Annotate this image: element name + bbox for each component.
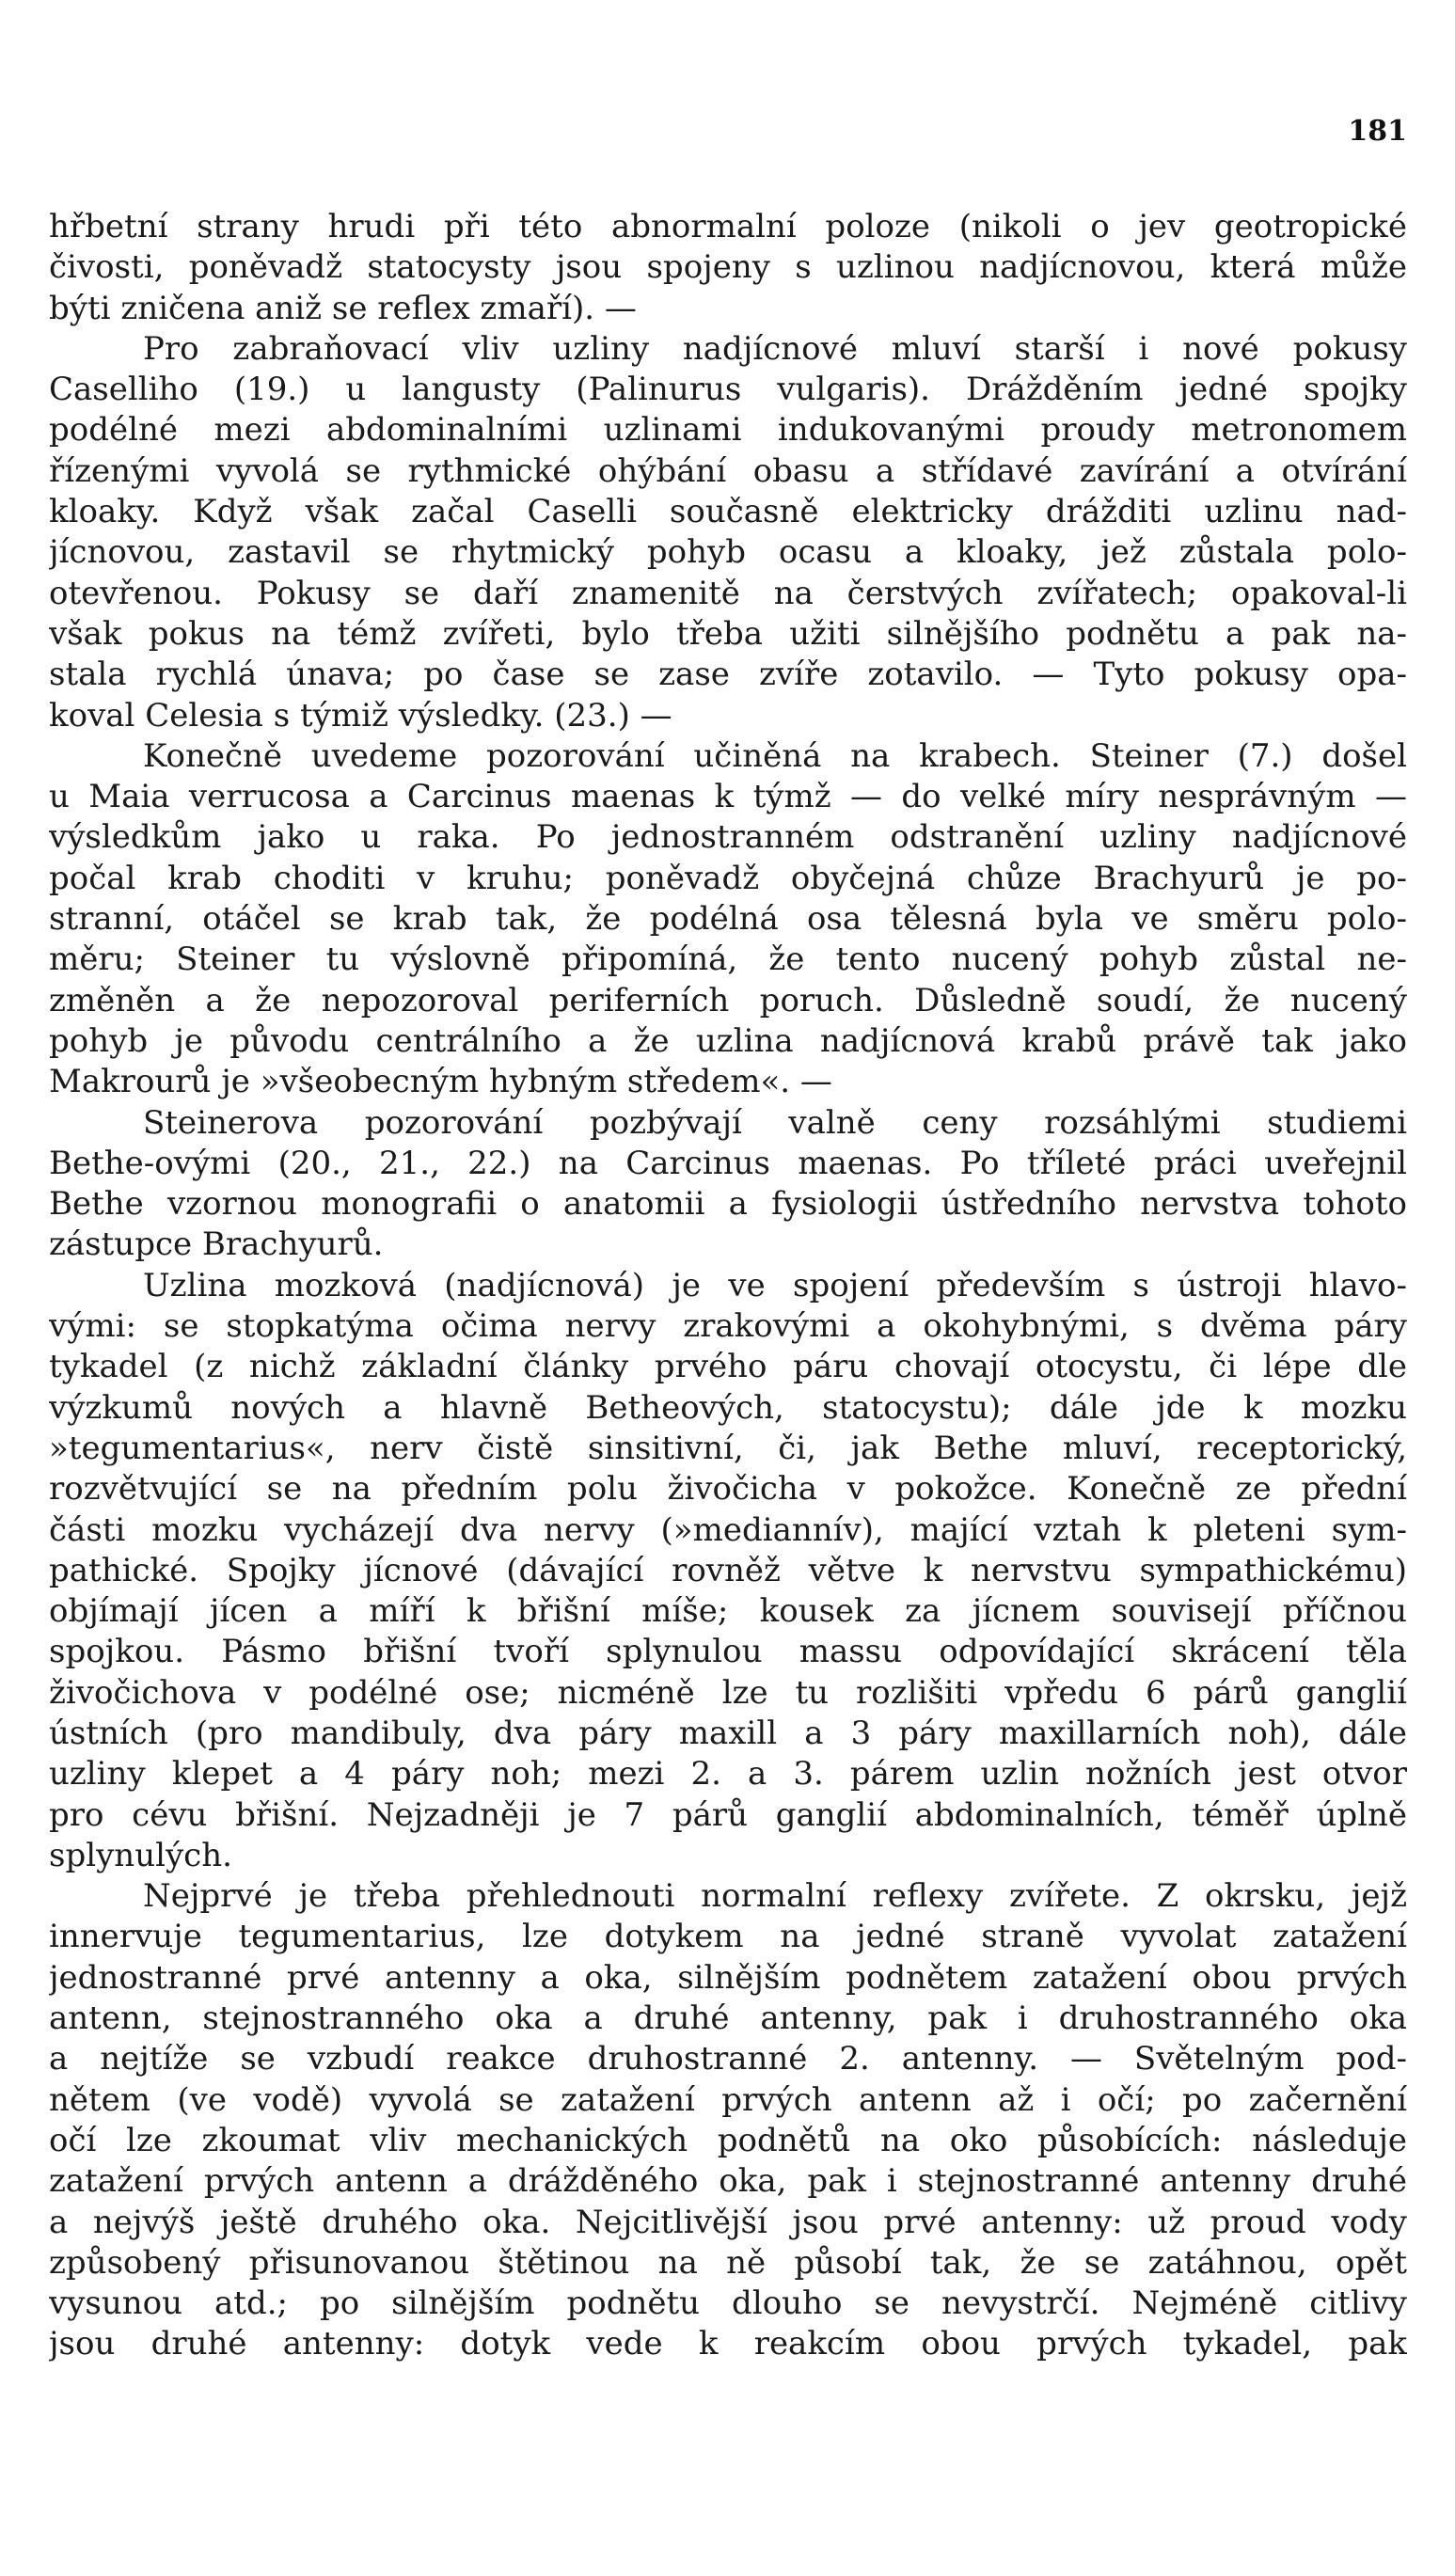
text-line: uzliny klepet a 4 páry noh; mezi 2. a 3. párem uzlin nožních jest otvor (49, 1755, 1407, 1794)
text-line: spojkou. Pásmo břišní tvoří splynulou massu odpovídající skrácení těla (49, 1633, 1407, 1671)
text-line: býti zničena aniž se reflex zmaří). — (49, 289, 637, 327)
text-line: otevřenou. Pokusy se daří znamenitě na čerstvých zvířatech; opakoval-li (49, 574, 1407, 612)
text-line: čivosti, poněvadž statocysty jsou spojeny s uzlinou nadjícnovou, která může (49, 248, 1407, 287)
text-line: Steinerova pozorování pozbývají valně ceny rozsáhlými studiemi (143, 1103, 1407, 1142)
text-line: koval Celesia s týmiž výsledky. (23.) — (49, 696, 672, 735)
text-line: způsobený přisunovanou štětinou na ně působí tak, že se zatáhnou, opět (49, 2243, 1407, 2282)
text-line: Uzlina mozková (nadjícnová) je ve spojení především s ústroji hlavo- (143, 1266, 1407, 1304)
text-line: části mozku vycházejí dva nervy (»mediannív), mající vztah k pleteni sym- (49, 1510, 1407, 1549)
page-number: 181 (1348, 115, 1407, 148)
text-line: měru; Steiner tu výslovně připomíná, že tento nucený pohyb zůstal ne- (49, 940, 1407, 979)
text-line: vysunou atd.; po silnějším podnětu dlouho se nevystrčí. Nejméně citlivy (49, 2284, 1407, 2323)
text-line: stranní, otáčel se krab tak, že podélná osa tělesná byla ve směru polo- (49, 900, 1407, 939)
text-line: jednostranné prvé antenny a oka, silnějším podnětem zatažení obou prvých (49, 1958, 1407, 1997)
text-line: očí lze zkoumat vliv mechanických podnětů na oko působících: následuje (49, 2121, 1407, 2159)
text-line: splynulých. (49, 1836, 232, 1874)
text-line: pathické. Spojky jícnové (dávající rovněž větve k nervstvu sympathickému) (49, 1551, 1407, 1589)
text-line: podélné mezi abdominalními uzlinami indukovanými proudy metronomem (49, 411, 1407, 450)
text-line: pro cévu břišní. Nejzadněji je 7 párů ganglií abdominalních, téměř úplně (49, 1795, 1407, 1834)
text-line: hřbetní strany hrudi při této abnormalní poloze (nikoli o jev geotropické (49, 208, 1407, 245)
text-line: tykadel (z nichž základní články prvého páru chovají otocystu, či lépe dle (49, 1348, 1407, 1386)
text-line: innervuje tegumentarius, lze dotykem na jedné straně vyvolat zatažení (49, 1918, 1407, 1956)
text-line: Nejprvé je třeba přehlednouti normalní reflexy zvířete. Z okrsku, jejž (143, 1877, 1407, 1916)
text-line: ústních (pro mandibuly, dva páry maxill a 3 páry maxillarních noh), dále (49, 1714, 1407, 1752)
text-line: jícnovou, zastavil se rhytmický pohyb ocasu a kloaky, jež zůstala polo- (49, 533, 1407, 572)
text-line: živočichova v podélné ose; nicméně lze tu rozlišiti vpředu 6 párů ganglií (49, 1673, 1407, 1712)
text-line: u Maia verrucosa a Carcinus maenas k týmž — do velké míry nesprávným — (49, 778, 1407, 816)
text-line: stala rychlá únava; po čase se zase zvíře zotavilo. — Tyto pokusy opa- (49, 656, 1407, 694)
text-line: pohyb je původu centrálního a že uzlina nadjícnová krabů právě tak jako (49, 1021, 1407, 1060)
text-line: Konečně uvedeme pozorování učiněná na krabech. Steiner (7.) došel (143, 736, 1407, 775)
text-line: Caselliho (19.) u langusty (Palinurus vulgaris). Drážděním jedné spojky (49, 371, 1407, 409)
text-line: výsledkům jako u raka. Po jednostranném odstranění uzliny nadjícnové (49, 818, 1407, 857)
text-line: však pokus na témž zvířeti, bylo třeba užiti silnějšího podnětu a pak na- (49, 614, 1407, 653)
text-line: řízenými vyvolá se rythmické ohýbání obasu a střídavé zavírání a otvírání (49, 451, 1407, 490)
text-line: počal krab choditi v kruhu; poněvadž obyčejná chůze Brachyurů je po- (49, 859, 1407, 897)
text-line: »tegumentarius«, nerv čistě sinsitivní, či, jak Bethe mluví, receptorický, (49, 1429, 1407, 1467)
text-line: Pro zabraňovací vliv uzliny nadjícnové mluví starší i nové pokusy (143, 329, 1407, 368)
text-line: a nejtíže se vzbudí reakce druhostranné 2. antenny. — Světelným pod- (49, 2040, 1407, 2078)
text-line: změněn a že nepozoroval periferních poruch. Důsledně soudí, že nucený (49, 981, 1407, 1019)
text-line: a nejvýš ještě druhého oka. Nejcitlivější jsou prvé antenny: už proud vody (49, 2203, 1407, 2241)
text-line: Bethe-ovými (20., 21., 22.) na Carcinus maenas. Po tříleté práci uveřejnil (49, 1144, 1407, 1182)
text-line: výzkumů nových a hlavně Betheových, statocystu); dále jde k mozku (49, 1388, 1407, 1427)
text-line: vými: se stopkatýma očima nervy zrakovými a okohybnými, s dvěma páry (49, 1307, 1407, 1346)
text-line: antenn, stejnostranného oka a druhé antenny, pak i druhostranného oka (49, 1999, 1407, 2038)
text-line: zatažení prvých antenn a drážděného oka, pak i stejnostranné antenny druhé (49, 2162, 1407, 2201)
text-line: Makrourů je »všeobecným hybným středem«. — (49, 1063, 832, 1101)
text-line: zástupce Brachyurů. (49, 1225, 384, 1264)
body-text (49, 207, 1407, 2365)
text-line: jsou druhé antenny: dotyk vede k reakcím obou prvých tykadel, pak (49, 2325, 1407, 2363)
text-line: rozvětvující se na předním polu živočicha v pokožce. Konečně ze přední (49, 1470, 1407, 1509)
text-line: nětem (ve vodě) vyvolá se zatažení prvých antenn až i očí; po začernění (49, 2080, 1407, 2119)
text-line: objímají jícen a míří k břišní míše; kousek za jícnem souvisejí příčnou (49, 1592, 1407, 1631)
text-line: Bethe vzornou monografii o anatomii a fysiologii ústředního nervstva tohoto (49, 1185, 1407, 1224)
text-line: kloaky. Když však začal Caselli současně elektricky drážditi uzlinu nad- (49, 493, 1407, 531)
